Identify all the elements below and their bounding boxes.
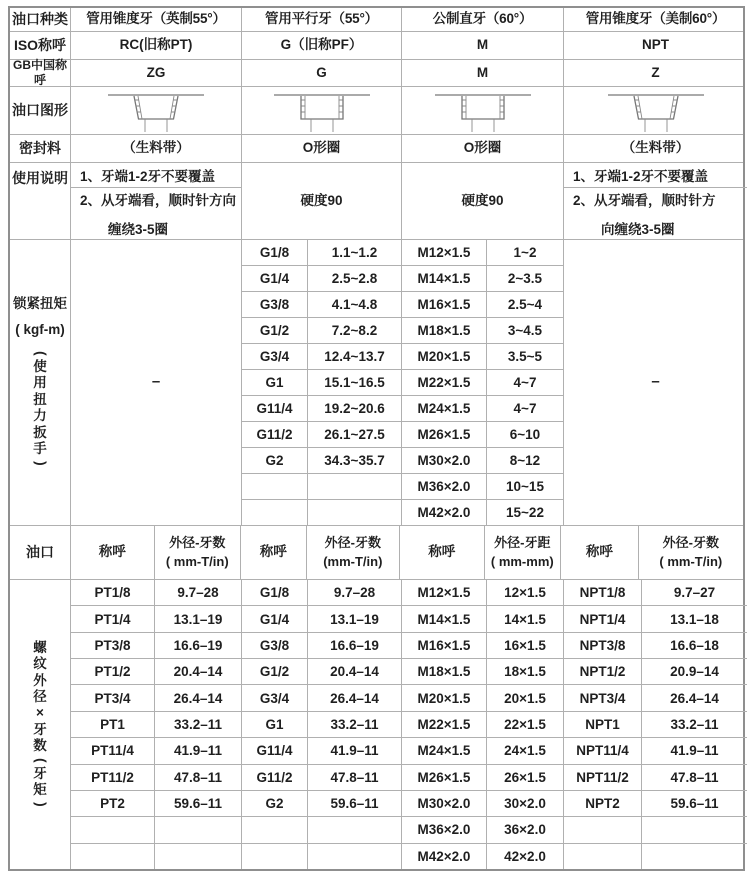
vertical-label-char: 牙 (33, 721, 47, 737)
torque-label-vertical (33, 348, 47, 468)
thread-name-cell: PT11/2 (71, 765, 155, 790)
value-cell: 14×1.5 (504, 611, 546, 627)
m-seal-cell: O形圈 (402, 135, 564, 162)
table-row (242, 606, 401, 632)
thread-name-cell: G1 (242, 370, 308, 395)
table-row (242, 370, 401, 396)
vertical-label-char: 牙 (33, 765, 47, 781)
value-cell: 16.6–19 (330, 637, 379, 653)
value-cell: 36×2.0 (504, 822, 546, 838)
table-row (402, 266, 563, 292)
pt-name-header: 称呼 (71, 526, 155, 579)
row-label-usage: 使用说明 (10, 163, 71, 239)
npt-usage-cell (564, 163, 747, 239)
value-cell: 7.2~8.2 (331, 323, 378, 338)
row-label-port-kind: 油口种类 (10, 8, 71, 31)
row-label-iso: ISO称呼 (10, 32, 71, 59)
vertical-label-char: × (36, 705, 44, 721)
thread-name-cell: M22×1.5 (402, 712, 487, 737)
thread-name-cell: PT1/4 (71, 606, 155, 631)
table-row (242, 448, 401, 474)
value-cell: 41.9–11 (173, 743, 223, 759)
table-row (242, 266, 401, 292)
row-port-shape (10, 87, 743, 135)
thread-name-cell (242, 500, 308, 525)
value-cell (642, 844, 747, 869)
value-cell: 26.1~27.5 (324, 427, 385, 442)
value-cell: 9.7–28 (333, 585, 376, 601)
parallel-thread-port-icon (242, 87, 402, 134)
pt-usage-note-2-line2: 缠绕3-5圈 (108, 222, 169, 237)
table-row (564, 738, 747, 764)
section-thread-od (10, 580, 743, 869)
pt-kind-cell: 管用锥度牙（英制55°） (71, 8, 242, 31)
vertical-label-char: ) (33, 460, 49, 466)
pt-usage-cell (71, 163, 242, 239)
vertical-label-char: 外 (33, 672, 47, 688)
row-label-shape: 油口图形 (10, 87, 71, 134)
table-row (242, 685, 401, 711)
thread-name-cell: M20×1.5 (402, 344, 487, 369)
pt-usage-note-1: 1、牙端1-2牙不要覆盖 (71, 163, 241, 188)
table-row (242, 817, 401, 843)
thread-name-cell: M26×1.5 (402, 765, 487, 790)
row-seal-material (10, 135, 743, 163)
thread-name-cell: PT1/2 (71, 659, 155, 684)
value-cell: 33.2–11 (173, 716, 223, 732)
vertical-label-char: 用 (33, 375, 47, 391)
value-cell: 1.1~1.2 (331, 245, 378, 260)
table-row (71, 580, 241, 606)
value-cell: 34.3~35.7 (324, 453, 385, 468)
thread-name-cell: G3/8 (242, 292, 308, 317)
table-row (71, 633, 241, 659)
thread-name-cell (242, 817, 308, 842)
thread-name-cell: M42×2.0 (402, 844, 487, 869)
value-cell: 20×1.5 (504, 690, 546, 706)
g-torque-subtable (242, 240, 402, 525)
thread-name-cell: G2 (242, 791, 308, 816)
m-kind-cell: 公制直牙（60°） (402, 8, 564, 31)
pt-usage-note-2-line1: 2、从牙端看，顺时针方向 (80, 193, 237, 208)
thread-name-cell (564, 817, 642, 842)
table-row (402, 606, 563, 632)
thread-name-cell (564, 844, 642, 869)
table-row (564, 685, 747, 711)
thread-name-cell (242, 474, 308, 499)
table-row (402, 500, 563, 525)
value-cell: 47.8–11 (330, 769, 379, 785)
thread-name-cell: NPT3/4 (564, 685, 642, 710)
vertical-label-char: 手 (33, 441, 47, 457)
table-row (242, 844, 401, 869)
row-gb-name (10, 60, 743, 87)
value-cell (308, 500, 401, 525)
npt-iso-cell: NPT (642, 37, 669, 53)
pt-spec-header (155, 526, 241, 579)
table-row (71, 844, 241, 869)
npt-name-header: 称呼 (561, 526, 639, 579)
thread-name-cell: G2 (242, 448, 308, 473)
m-name-header: 称呼 (400, 526, 485, 579)
row-port-header (10, 526, 743, 580)
value-cell: 15~22 (506, 505, 544, 520)
npt-spec-header (639, 526, 743, 579)
thread-name-cell: M20×1.5 (402, 685, 487, 710)
value-cell: 16.6–19 (173, 637, 223, 653)
thread-name-cell: M12×1.5 (402, 240, 487, 265)
table-row (402, 659, 563, 685)
vertical-label-char: 径 (33, 689, 47, 704)
value-cell: 22×1.5 (504, 716, 546, 732)
vertical-label-char: 矩 (33, 782, 47, 798)
thread-name-cell: PT3/8 (71, 633, 155, 658)
m-gb-cell: M (402, 60, 564, 86)
table-row (242, 422, 401, 448)
value-cell: 20.9–14 (670, 664, 719, 680)
thread-spec-table (8, 6, 745, 871)
table-row (242, 318, 401, 344)
value-cell: 20.4–14 (330, 664, 379, 680)
pt-spec-title: 外径-牙数 (169, 535, 226, 551)
value-cell: 26.4–14 (173, 690, 223, 706)
value-cell: 18×1.5 (504, 664, 546, 680)
thread-name-cell: PT1/8 (71, 580, 155, 605)
value-cell: 33.2–11 (330, 716, 379, 732)
tapered-thread-port-icon (71, 87, 242, 134)
table-row (242, 738, 401, 764)
thread-name-cell: M16×1.5 (402, 292, 487, 317)
value-cell: 3~4.5 (507, 323, 543, 338)
table-row (242, 633, 401, 659)
table-row (242, 474, 401, 500)
table-row (242, 292, 401, 318)
value-cell: 59.6–11 (173, 796, 223, 812)
table-row (402, 474, 563, 500)
m-iso-cell: M (402, 32, 564, 59)
thread-name-cell: M24×1.5 (402, 738, 487, 763)
pt-thread-subtable (71, 580, 242, 869)
table-row (71, 659, 241, 685)
value-cell: 1~2 (513, 245, 537, 260)
table-row (242, 659, 401, 685)
thread-name-cell: G11/2 (242, 765, 308, 790)
value-cell: 4~7 (513, 375, 537, 390)
thread-name-cell: PT3/4 (71, 685, 155, 710)
vertical-label-char: 使 (33, 358, 47, 374)
thread-name-cell: G3/4 (242, 344, 308, 369)
thread-name-cell: M24×1.5 (402, 396, 487, 421)
value-cell: 13.1–18 (670, 611, 719, 627)
table-row (71, 791, 241, 817)
table-row (564, 791, 747, 817)
table-row (71, 738, 241, 764)
npt-thread-subtable (564, 580, 747, 869)
torque-row-label (10, 240, 71, 525)
table-row (402, 685, 563, 711)
thread-name-cell: G3/8 (242, 633, 308, 658)
value-cell: 33.2–11 (670, 716, 719, 732)
torque-label-unit: ( kgf-m) (15, 322, 65, 338)
m-spec-header (485, 526, 562, 579)
thread-name-cell: M14×1.5 (402, 266, 487, 291)
npt-seal-cell: （生料带） (621, 140, 690, 156)
g-spec-unit: (mm-T/in) (323, 553, 383, 569)
value-cell: 3.5~5 (507, 349, 543, 364)
table-row (71, 606, 241, 632)
value-cell: 20.4–14 (173, 664, 223, 680)
table-row (402, 396, 563, 422)
value-cell (308, 844, 401, 869)
m-usage-cell: 硬度90 (402, 163, 564, 239)
value-cell: 16×1.5 (504, 637, 546, 653)
value-cell (155, 844, 241, 869)
thread-name-cell: NPT1/2 (564, 659, 642, 684)
thread-name-cell: M22×1.5 (402, 370, 487, 395)
thread-name-cell: M18×1.5 (402, 318, 487, 343)
g-spec-header (307, 526, 400, 579)
value-cell: 26×1.5 (504, 769, 546, 785)
thread-name-cell: M16×1.5 (402, 633, 487, 658)
table-row (242, 500, 401, 525)
table-row (402, 633, 563, 659)
vertical-label-char: ) (33, 801, 49, 807)
table-row (402, 292, 563, 318)
g-thread-subtable (242, 580, 402, 869)
table-row (402, 448, 563, 474)
thread-name-cell: NPT3/8 (564, 633, 642, 658)
table-row (564, 844, 747, 869)
thread-name-cell: PT2 (71, 791, 155, 816)
npt-spec-unit: ( mm-T/in) (659, 553, 723, 569)
thread-name-cell (71, 817, 155, 842)
pt-torque-na-cell: – (71, 240, 242, 525)
thread-name-cell: M26×1.5 (402, 422, 487, 447)
thread-name-cell: G1/4 (242, 606, 308, 631)
thread-name-cell (242, 844, 308, 869)
row-label-gb: GB中国称呼 (10, 60, 71, 86)
table-row (242, 791, 401, 817)
row-port-kind (10, 8, 743, 32)
table-row (564, 580, 747, 606)
value-cell: 59.6–11 (670, 796, 719, 812)
vertical-label-char: 螺 (33, 639, 47, 655)
m-torque-subtable (402, 240, 564, 525)
vertical-label-char: 纹 (33, 656, 47, 672)
npt-spec-title: 外径-牙数 (662, 535, 719, 551)
value-cell: 13.1–19 (173, 611, 223, 627)
npt-usage-note-2-line2: 向缠绕3-5圈 (601, 222, 675, 237)
value-cell: 15.1~16.5 (324, 375, 385, 390)
value-cell: 2~3.5 (507, 271, 543, 286)
value-cell: 30×2.0 (504, 796, 546, 812)
g-gb-cell: G (242, 60, 402, 86)
table-row (242, 580, 401, 606)
pt-iso-cell: RC(旧称PT) (71, 32, 242, 59)
thread-name-cell: M36×2.0 (402, 474, 487, 499)
table-row (402, 791, 563, 817)
vertical-label-char: 扳 (33, 424, 47, 440)
thread-name-cell: M42×2.0 (402, 500, 487, 525)
table-row (402, 738, 563, 764)
vertical-label-char: 扭 (33, 391, 47, 407)
value-cell: 9.7–27 (673, 585, 716, 601)
g-usage-cell: 硬度90 (242, 163, 402, 239)
table-row (71, 765, 241, 791)
parallel-thread-port-icon (402, 87, 564, 134)
table-row (564, 633, 747, 659)
thread-name-cell: PT11/4 (71, 738, 155, 763)
thread-name-cell: G1/4 (242, 266, 308, 291)
table-row (242, 396, 401, 422)
m-spec-unit: ( mm-mm) (490, 553, 554, 569)
thread-name-cell: M36×2.0 (402, 817, 487, 842)
pt-usage-note-2 (71, 188, 241, 239)
value-cell: 41.9–11 (670, 743, 719, 759)
table-row (564, 606, 747, 632)
table-row (564, 659, 747, 685)
m-spec-title: 外径-牙距 (494, 535, 551, 551)
tapered-thread-port-icon (564, 87, 747, 134)
g-kind-cell: 管用平行牙（55°） (242, 8, 402, 31)
table-row (564, 765, 747, 791)
table-row (242, 765, 401, 791)
thread-name-cell: G11/4 (242, 738, 308, 763)
value-cell: 26.4–14 (330, 690, 379, 706)
npt-usage-note-2-line1: 2、从牙端看，顺时针方 (573, 193, 716, 208)
table-row (402, 422, 563, 448)
value-cell: 19.2~20.6 (324, 401, 385, 416)
thread-name-cell: NPT2 (564, 791, 642, 816)
table-row (402, 580, 563, 606)
vertical-label-char: ( (33, 758, 49, 763)
npt-usage-note-1: 1、牙端1-2牙不要覆盖 (564, 163, 747, 188)
table-row (242, 712, 401, 738)
value-cell: 4.1~4.8 (331, 297, 378, 312)
g-seal-cell: O形圈 (242, 135, 402, 162)
value-cell (642, 817, 747, 842)
table-row (402, 817, 563, 843)
value-cell: 24×1.5 (504, 743, 546, 759)
value-cell (308, 474, 401, 499)
thread-name-cell: G1/8 (242, 240, 308, 265)
thread-name-cell: M14×1.5 (402, 606, 487, 631)
value-cell: 4~7 (513, 401, 537, 416)
thread-name-cell: M12×1.5 (402, 580, 487, 605)
value-cell: 59.6–11 (330, 796, 379, 812)
table-row (242, 344, 401, 370)
table-row (402, 844, 563, 869)
value-cell (155, 817, 241, 842)
thread-od-label-vertical (33, 640, 47, 810)
table-row (564, 817, 747, 843)
value-cell: 2.5~4 (507, 297, 543, 312)
value-cell: 13.1–19 (330, 611, 379, 627)
thread-name-cell: M30×2.0 (402, 791, 487, 816)
table-row (402, 240, 563, 266)
table-row (242, 240, 401, 266)
table-row (71, 685, 241, 711)
thread-name-cell: G1/8 (242, 580, 308, 605)
npt-kind-cell: 管用锥度牙（美制60°） (585, 11, 726, 27)
npt-gb-cell: Z (651, 64, 660, 80)
thread-name-cell: M30×2.0 (402, 448, 487, 473)
thread-name-cell: PT1 (71, 712, 155, 737)
thread-name-cell: M18×1.5 (402, 659, 487, 684)
row-iso-name (10, 32, 743, 60)
thread-name-cell: G11/4 (242, 396, 308, 421)
table-row (564, 712, 747, 738)
thread-name-cell: NPT1/4 (564, 606, 642, 631)
thread-name-cell: G11/2 (242, 422, 308, 447)
value-cell: 26.4–14 (670, 690, 719, 706)
value-cell: 47.8–11 (173, 769, 223, 785)
table-row (402, 344, 563, 370)
value-cell: 10~15 (506, 479, 544, 494)
value-cell: 9.7–28 (177, 585, 219, 601)
row-label-seal: 密封料 (10, 135, 71, 162)
row-label-port: 油口 (10, 526, 71, 579)
table-row (402, 370, 563, 396)
vertical-label-char: ( (33, 351, 49, 356)
table-row (71, 712, 241, 738)
section-locking-torque (10, 240, 743, 526)
table-row (402, 318, 563, 344)
npt-torque-na-cell: – (651, 373, 660, 391)
value-cell: 16.6–18 (670, 637, 719, 653)
vertical-label-char: 力 (33, 408, 47, 424)
value-cell (308, 817, 401, 842)
thread-od-row-label (10, 580, 71, 869)
thread-name-cell: G1/2 (242, 318, 308, 343)
value-cell: 6~10 (509, 427, 541, 442)
table-row (402, 712, 563, 738)
value-cell: 42×2.0 (504, 848, 546, 864)
value-cell: 2.5~2.8 (331, 271, 378, 286)
pt-seal-cell: （生料带） (71, 135, 242, 162)
value-cell: 8~12 (509, 453, 541, 468)
thread-name-cell: NPT11/2 (564, 765, 642, 790)
m-thread-subtable (402, 580, 564, 869)
pt-gb-cell: ZG (71, 60, 242, 86)
value-cell: 12.4~13.7 (324, 349, 385, 364)
thread-name-cell: G1 (242, 712, 308, 737)
table-row (71, 817, 241, 843)
thread-name-cell: G1/2 (242, 659, 308, 684)
npt-usage-note-2 (564, 188, 747, 239)
thread-name-cell: G3/4 (242, 685, 308, 710)
g-name-header: 称呼 (241, 526, 307, 579)
value-cell: 12×1.5 (504, 585, 546, 601)
vertical-label-char: 数 (33, 738, 47, 754)
pt-spec-unit: ( mm-T/in) (165, 553, 229, 569)
thread-name-cell: NPT11/4 (564, 738, 642, 763)
row-usage-notes (10, 163, 743, 240)
thread-name-cell: NPT1/8 (564, 580, 642, 605)
g-spec-title: 外径-牙数 (324, 535, 381, 551)
g-iso-cell: G（旧称PF） (242, 32, 402, 59)
value-cell: 47.8–11 (670, 769, 719, 785)
thread-name-cell: NPT1 (564, 712, 642, 737)
value-cell: 41.9–11 (330, 743, 379, 759)
torque-label-title: 锁紧扭矩 (13, 296, 67, 312)
thread-name-cell (71, 844, 155, 869)
table-row (402, 765, 563, 791)
